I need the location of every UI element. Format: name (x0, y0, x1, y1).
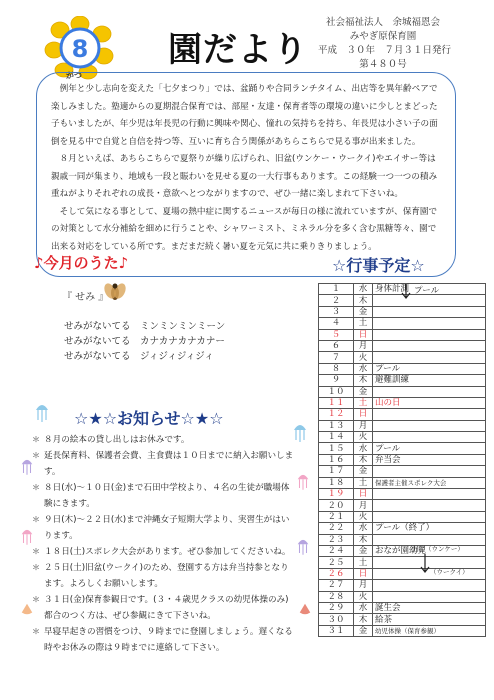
notices-list (34, 432, 294, 656)
schedule-event (373, 318, 486, 329)
schedule-row (319, 454, 486, 465)
song-lyric-line: せみがないてる カナカナカナカナー (64, 336, 225, 347)
notice-item: ＊ ８日(水)～１０日(金)まで石田中学校より、４名の生徒が職場体験にきます。 (34, 480, 294, 512)
issue-number: 8 (71, 35, 89, 63)
schedule-day: ９ (319, 375, 354, 386)
schedule-weekday: 水 (354, 363, 373, 374)
issue-number-line: 第４８０号 (359, 59, 407, 70)
schedule-row (319, 477, 486, 488)
arrow-down-icon (420, 554, 430, 574)
schedule-event: プール (373, 443, 486, 454)
notice-item: ＊ ２５日(土)旧盆(ウークイ)のため、登園する方は弁当持参となります。よろしくお願いします。 (34, 560, 294, 592)
schedule-event: 弁当会 (373, 454, 486, 465)
schedule-row (319, 329, 486, 340)
schedule-row (319, 306, 486, 317)
pool-note: プール (414, 286, 440, 296)
schedule-weekday: 金 (354, 306, 373, 317)
schedule-row (319, 591, 486, 602)
schedule-row (319, 432, 486, 443)
schedule-day: ２９ (319, 602, 354, 613)
schedule-row (319, 625, 486, 636)
schedule-weekday: 木 (354, 375, 373, 386)
schedule-day: １２ (319, 409, 354, 420)
notice-item: ＊ ８月の絵本の貸し出しはお休みです。 (34, 432, 294, 448)
schedule-event (373, 432, 486, 443)
schedule-day: ３０ (319, 614, 354, 625)
schedule-row (319, 352, 486, 363)
schedule-weekday: 木 (354, 614, 373, 625)
schedule-event (373, 511, 486, 522)
schedule-day: １５ (319, 443, 354, 454)
schedule-row (319, 340, 486, 351)
schedule-day: １０ (319, 386, 354, 397)
schedule-event (373, 329, 486, 340)
schedule-row (319, 500, 486, 511)
schedule-weekday: 金 (354, 466, 373, 477)
song-section-title: ♪今月のうた♪ (34, 254, 129, 272)
schedule-day: ８ (319, 363, 354, 374)
schedule-weekday: 土 (354, 477, 373, 488)
issue-date: 平成 ３０年 ７月３１日発行 (318, 45, 452, 56)
song-lyric-line: せみがないてる ミンミンミンミーン (64, 321, 226, 332)
schedule-event: 避難訓練 (373, 375, 486, 386)
schedule-weekday: 火 (354, 432, 373, 443)
jellyfish-icon (292, 420, 308, 444)
schedule-weekday: 木 (354, 534, 373, 545)
schedule-weekday: 月 (354, 340, 373, 351)
schedule-weekday: 水 (354, 443, 373, 454)
schedule-event (373, 466, 486, 477)
notice-item: ＊ 早寝早起きの習慣をつけ、９時までに登園しましょう。遅くなる時やお休みの際は９時までに連絡して下さい。 (34, 624, 294, 656)
schedule-row (319, 375, 486, 386)
schedule-row (319, 443, 486, 454)
shell-icon (298, 600, 312, 618)
schedule-day: ２０ (319, 500, 354, 511)
schedule-row (319, 489, 486, 500)
schedule-event (373, 352, 486, 363)
schedule-day: ２２ (319, 523, 354, 534)
schedule-event: 幼児体操（保育参観） (373, 625, 486, 636)
obon-unke-note: 旧盆（ウンケー） (412, 545, 464, 553)
schedule-event (373, 591, 486, 602)
intro-paragraph: 例年と少し志向を変えた「七夕まつり」では、盆踊りや合同ランチタイム、出店等を異年齢ペアで楽しみました。塾適からの夏期混合保育では、部屋・友達・保育者等の環境の違いに少しとまどった子もいましたが、年少児は年長児の行動に興味や関心、憧れの気持ちを持ち、年長児は小さい子の面倒を見る中で自覚と自信を持つ等、互いに育ち合う関係があちらこちらで見る事が出来ました。 (51, 84, 438, 147)
schedule-day: ４ (319, 318, 354, 329)
schedule-event (373, 500, 486, 511)
schedule-day: １１ (319, 397, 354, 408)
notices-section-title: ☆★☆お知らせ☆★☆ (74, 409, 224, 428)
schedule-day: １３ (319, 420, 354, 431)
jellyfish-icon (296, 535, 310, 557)
newsletter-title: 園だより (168, 30, 308, 70)
schedule-event: 誕生会 (373, 602, 486, 613)
schedule-event: プール（終了） (373, 523, 486, 534)
schedule-event: 身体計測 (373, 284, 486, 295)
schedule-row (319, 409, 486, 420)
schedule-weekday: 水 (354, 523, 373, 534)
schedule-weekday: 水 (354, 284, 373, 295)
schedule-event: 保護者主催スポレク大会 (373, 477, 486, 488)
schedule-row (319, 602, 486, 613)
schedule-event (373, 420, 486, 431)
schedule-weekday: 木 (354, 295, 373, 306)
song-name: 『 せみ 』 (62, 292, 109, 303)
schedule-day: ２４ (319, 545, 354, 556)
schedule-table (318, 283, 486, 637)
schedule-weekday: 日 (354, 568, 373, 579)
schedule-section-title: ☆行事予定☆ (332, 256, 425, 275)
schedule-row (319, 363, 486, 374)
month-word: がつ (66, 71, 82, 80)
schedule-day: ３１ (319, 625, 354, 636)
schedule-day: １８ (319, 477, 354, 488)
schedule-day: ３ (319, 306, 354, 317)
schedule-event: プール (373, 363, 486, 374)
schedule-day: ２８ (319, 591, 354, 602)
schedule-weekday: 金 (354, 545, 373, 556)
arrow-down-icon (401, 284, 411, 300)
schedule-event (373, 489, 486, 500)
schedule-weekday: 木 (354, 454, 373, 465)
schedule-day: ２３ (319, 534, 354, 545)
jellyfish-icon (296, 470, 310, 492)
schedule-day: １９ (319, 489, 354, 500)
schedule-weekday: 火 (354, 511, 373, 522)
schedule-event (373, 306, 486, 317)
schedule-event (373, 386, 486, 397)
schedule-weekday: 日 (354, 409, 373, 420)
schedule-day: ２７ (319, 580, 354, 591)
schedule-day: ６ (319, 340, 354, 351)
schedule-weekday: 月 (354, 420, 373, 431)
schedule-row (319, 420, 486, 431)
schedule-event (373, 580, 486, 591)
schedule-row (319, 523, 486, 534)
notice-item: ＊ ９日(木)～２２日(水)まで沖縄女子短期大学より、実習生がはいります。 (34, 512, 294, 544)
schedule-day: ２５ (319, 557, 354, 568)
schedule-weekday: 土 (354, 397, 373, 408)
sunflower-month-badge-icon (44, 16, 116, 80)
jellyfish-icon (34, 400, 50, 424)
notice-item: ＊ １８日(土)スポレク大会があります。ぜひ参加してくださいね。 (34, 544, 294, 560)
schedule-row (319, 466, 486, 477)
schedule-day: ７ (319, 352, 354, 363)
schedule-weekday: 月 (354, 580, 373, 591)
schedule-day: １４ (319, 432, 354, 443)
schedule-weekday: 水 (354, 602, 373, 613)
org-name: 社会福祉法人 余城福恩会 (325, 17, 440, 28)
cicada-icon (104, 282, 126, 302)
schedule-day: ２ (319, 295, 354, 306)
intro-message-box (36, 72, 456, 277)
schedule-event: 山の日 (373, 397, 486, 408)
schedule-row (319, 614, 486, 625)
obon-ukui-note: （ウークイ） (430, 568, 469, 576)
schedule-weekday: 日 (354, 329, 373, 340)
schedule-weekday: 火 (354, 352, 373, 363)
intro-paragraph: そして気になる事として、夏場の熱中症に関するニュースが毎日の様に流れていますが、保育園での対策として水分補給を細めに行うことや、シャワーミスト、ミネラル分を多く含む黒糖等々、園で出来る対応をしている所です。まだまだ続く暑い夏を元気に共に乗りきりましょう。 (51, 206, 438, 252)
schedule-day: ２６ (319, 568, 354, 579)
schedule-weekday: 火 (354, 591, 373, 602)
schedule-event: おなが園幼児 (373, 545, 486, 556)
schedule-weekday: 月 (354, 500, 373, 511)
schedule-row (319, 580, 486, 591)
schedule-weekday: 金 (354, 386, 373, 397)
schedule-event: 給茶 (373, 614, 486, 625)
intro-paragraph: ８月といえば、あちらこちらで夏祭りが繰り広げられ、旧盆(ウンケー・ウークイ)やエイサー等は親戚一同が集まり、地域も一段と賑わいを見せる夏の一大行事もあります。この経験一つ一つの積み重ねがよりそれぞれの成長・意欲へとつながりますので、ぜひ一緒に楽しまれて下さいね。 (51, 154, 438, 199)
song-lyric-line: せみがないてる ジィジィジィジィ (64, 351, 214, 362)
schedule-weekday: 土 (354, 318, 373, 329)
notice-item: ＊ 延長保育料、保護者会費、主食費は１０日までに納入お願いします。 (34, 448, 294, 480)
schedule-event (373, 409, 486, 420)
schedule-weekday: 金 (354, 625, 373, 636)
schedule-day: １７ (319, 466, 354, 477)
schedule-row (319, 397, 486, 408)
schedule-day: ５ (319, 329, 354, 340)
schedule-row (319, 511, 486, 522)
schedule-weekday: 日 (354, 489, 373, 500)
schedule-day: ２１ (319, 511, 354, 522)
schedule-day: １６ (319, 454, 354, 465)
schedule-day: １ (319, 284, 354, 295)
schedule-row (319, 318, 486, 329)
schedule-row (319, 386, 486, 397)
schedule-event (373, 295, 486, 306)
nursery-name: みやぎ原保育園 (349, 31, 417, 42)
notice-item: ＊ ３１日(金)保育参観日です。(３・４歳児クラスの幼児体操のみ)都合のつく方は、ぜひ参観にきて下さいね。 (34, 592, 294, 624)
schedule-event (373, 340, 486, 351)
schedule-weekday: 土 (354, 557, 373, 568)
